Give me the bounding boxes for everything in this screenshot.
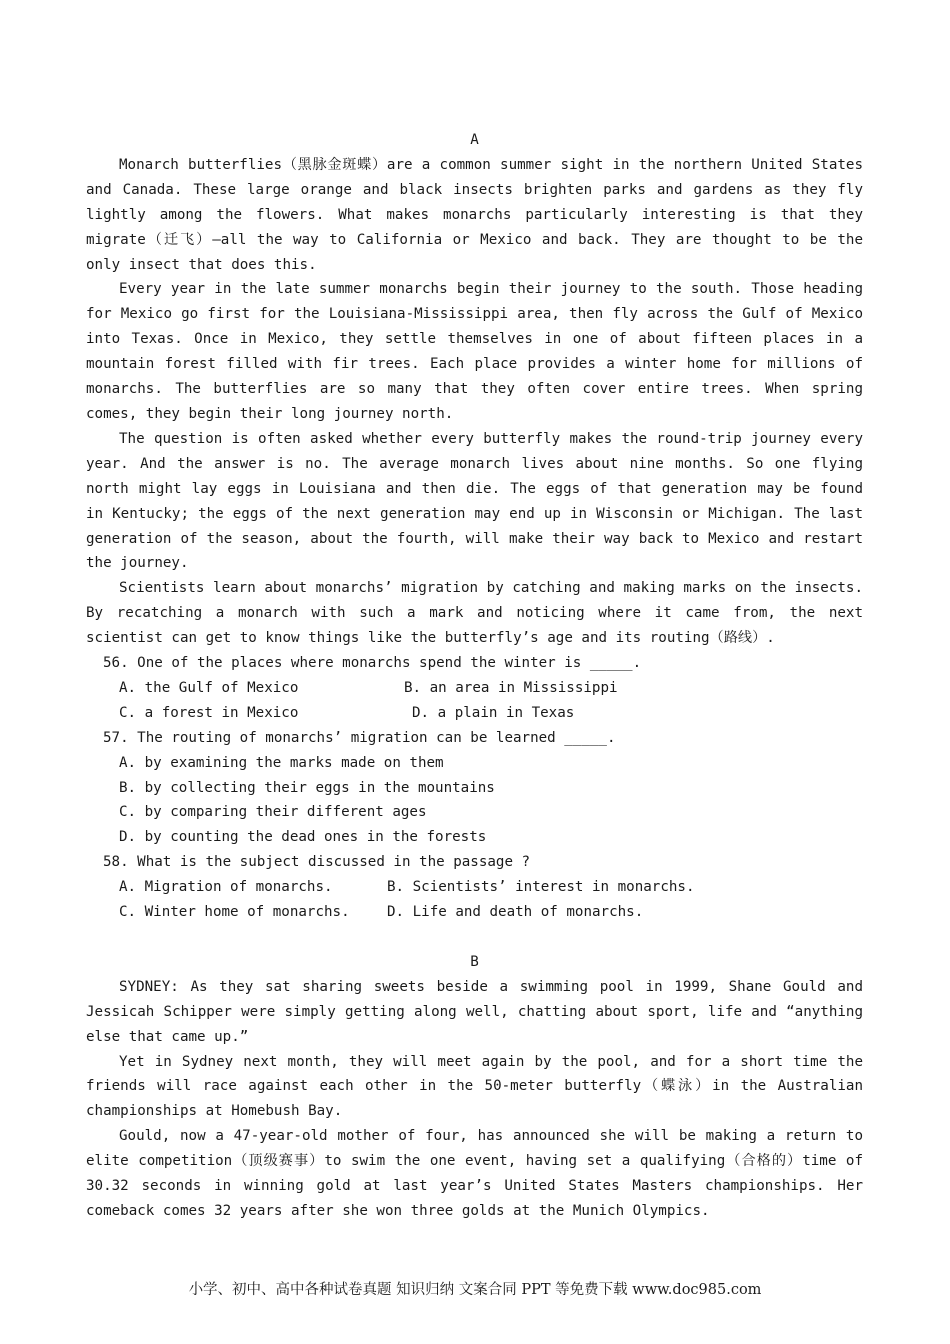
passage-b-paragraph-1: SYDNEY: As they sat sharing sweets beside a swimming pool in 1999, Shane Gould and Jessicah Schipper were simply getting along well, chatting about sport, life and “anything else that came up.” <box>86 978 863 1045</box>
section-a-title: A <box>470 132 479 148</box>
passage-b-paragraph-3: Gould, now a 47-year-old mother of four, has announced she will be making a return to elite competition（顶级赛事）to swim the one event, having set a qualifying（合格的）time of 30.32 seconds in winning gold at last year’s United States Masters championships. Her comeback comes 32 years after she won three golds at the Munich Olympics. <box>86 1128 863 1219</box>
question-57-option-d: D. by counting the dead ones in the forests <box>119 829 487 846</box>
passage-a-paragraph-4: Scientists learn about monarchs’ migration by catching and making marks on the insects. By recatching a monarch with such a mark and noticing where it came from, the next scientist can get to know things like the butterfly’s age and its routing（路线）. <box>86 580 863 647</box>
section-spacer <box>86 925 863 950</box>
question-58-option-c: C. Winter home of monarchs. <box>119 904 350 921</box>
question-57-option-a: A. by examining the marks made on them <box>119 754 444 771</box>
question-57-option-b: B. by collecting their eggs in the mountains <box>119 779 495 796</box>
question-58-options-row-1 <box>86 875 863 900</box>
question-57-option-c: C. by comparing their different ages <box>119 804 427 821</box>
passage-a-paragraph-1: Monarch butterflies（黑脉金斑蝶）are a common summer sight in the northern United States and Canada. These large orange and black insects brighten parks and gardens as they fly lightly among the flowers. What makes monarchs particularly interesting is that they migrate（迁飞）—all the way to California or Mexico and back. They are thought to be the only insect that does this. <box>86 156 863 273</box>
question-56-stem: 56. One of the places where monarchs spend the winter is _____. <box>103 655 642 672</box>
section-b-title: B <box>470 953 479 970</box>
question-58-option-b: B. Scientists’ interest in monarchs. <box>387 879 695 896</box>
question-56-option-b: B. an area in Mississippi <box>404 679 618 696</box>
page-footer-promo: 小学、初中、高中各种试卷真题 知识归纳 文案合同 PPT 等免费下载 www.doc985.com <box>188 1282 762 1298</box>
question-56-option-d: D. a plain in Texas <box>412 704 575 721</box>
question-58-option-d: D. Life and death of monarchs. <box>387 904 644 921</box>
question-58-stem: 58. What is the subject discussed in the passage ? <box>103 854 531 871</box>
question-56-options-row-1 <box>86 676 863 701</box>
passage-a-paragraph-2: Every year in the late summer monarchs begin their journey to the south. Those heading for Mexico go first for the Louisiana-Mississippi area, then fly across the Gulf of Mexico into Texas. Once in Mexico, they settle themselves in one of about fifteen places in a mountain forest filled with fir trees. Each place provides a winter home for millions of monarchs. The butterflies are so many that they often cover entire trees. When spring comes, they begin their long journey north. <box>86 281 863 422</box>
question-56-option-c: C. a forest in Mexico <box>119 704 299 721</box>
question-56-options-row-2 <box>86 701 863 726</box>
passage-a-paragraph-3: The question is often asked whether every butterfly makes the round-trip journey every year. And the answer is no. The average monarch lives about nine months. So one flying north might lay eggs in Louisiana and then die. The eggs of that generation may be found in Kentucky; the eggs of the next generation may end up in Wisconsin or Michigan. The last generation of the season, about the fourth, will make their way back to Mexico and restart the journey. <box>86 430 863 572</box>
question-58-options-row-2 <box>86 900 863 925</box>
passage-b-paragraph-2: Yet in Sydney next month, they will meet again by the pool, and for a short time the friends will race against each other in the 50-meter butterfly（蝶泳）in the Australian championships at Homebush Bay. <box>86 1053 863 1120</box>
question-58-option-a: A. Migration of monarchs. <box>119 879 333 896</box>
exam-page <box>86 128 863 1224</box>
question-56-option-a: A. the Gulf of Mexico <box>119 679 299 696</box>
question-57-stem: 57. The routing of monarchs’ migration can be learned _____. <box>103 729 616 746</box>
